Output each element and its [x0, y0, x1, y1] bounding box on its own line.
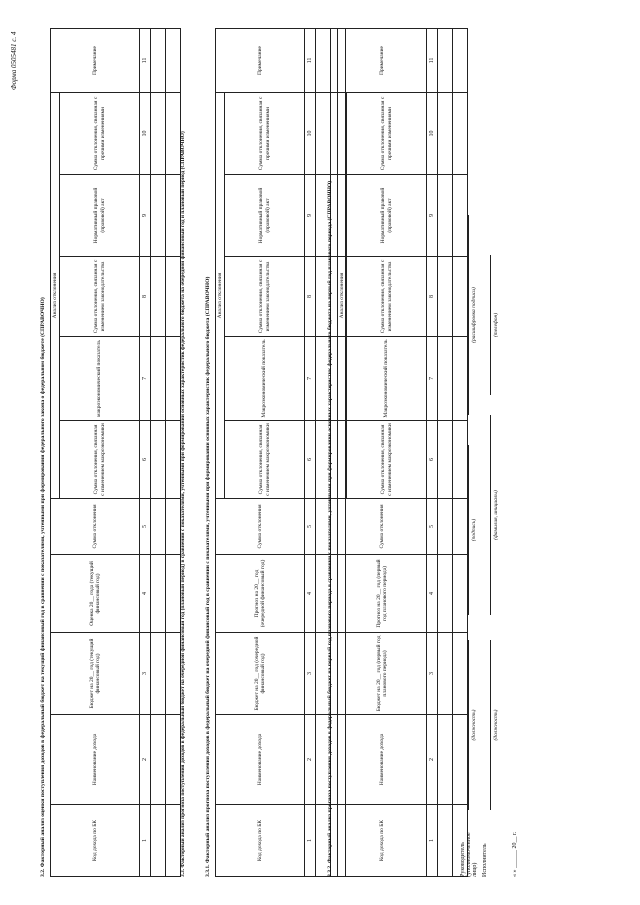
- head-decode-line: [468, 215, 469, 415]
- header-cell: Бюджет на 20__ год (первый год планового периода): [338, 633, 427, 715]
- header-cell: Примечание: [51, 29, 140, 93]
- section-3-3-title-line1: 3.3. Факторный анализ прогноза поступления доходов в федеральный бюджет на очередной финансовый год (плановый период) в сравнении с показателями, учтенными при формировании основных характеристик федерального бюджета на очередной финансовый год и плановый: [180, 188, 186, 877]
- table-3-2: [50, 28, 181, 877]
- col-number: 9: [427, 175, 438, 257]
- col-number: 11: [305, 29, 316, 93]
- col-number: 2: [140, 715, 151, 805]
- section-3-2-title: 3.2. Факторный анализ оценки поступления доходов в федеральный бюджет на текущий финансовый год в сравнении с показателями, учтенными при формировании федерального закона о федеральном бюджете (СПРАВОЧНО): [40, 297, 46, 877]
- header-cell: макроэкономический показатель: [60, 337, 140, 421]
- header-cell: Макроэкономический показатель: [225, 337, 305, 421]
- col-number: 8: [305, 257, 316, 337]
- header-cell: Сумма отклонения, связанная с прочими изменениями: [347, 93, 427, 175]
- head-label: Руководитель (уполномоченное лицо): [460, 832, 478, 877]
- exec-position-line: [490, 640, 491, 810]
- header-cell: Сумма отклонения, связанная с изменением макроэкономики: [347, 421, 427, 499]
- header-cell: Нормативный правовой (правовой) акт: [225, 175, 305, 257]
- col-number: 4: [305, 555, 316, 633]
- col-number: 4: [140, 555, 151, 633]
- group-header: Анализ отклонения: [51, 93, 60, 499]
- header-cell: Сумма отклонения: [51, 499, 140, 555]
- header-cell: Бюджет на 20__ год (очередной финансовый год): [216, 633, 305, 715]
- header-cell: Сумма отклонения, связанная с изменением законодательства: [347, 257, 427, 337]
- exec-name-caption: (фамилия, инициалы): [493, 490, 499, 540]
- header-cell: Прогноз на 20__ год (первый год планового периода): [338, 555, 427, 633]
- header-cell: Код дохода по БК: [51, 805, 140, 877]
- section-3-3-title-line2: период (СПРАВОЧНО): [180, 131, 186, 188]
- group-header: Анализ отклонения: [216, 93, 225, 499]
- header-cell: Сумма отклонения, связанная с изменением законодательства: [225, 257, 305, 337]
- col-number: 8: [140, 257, 151, 337]
- exec-phone-caption: (телефон): [493, 312, 499, 338]
- col-number: 7: [140, 337, 151, 421]
- section-3-3-title: [180, 57, 187, 877]
- col-number: 3: [305, 633, 316, 715]
- col-number: 10: [305, 93, 316, 175]
- table-row: [453, 29, 468, 877]
- col-number: 6: [427, 421, 438, 499]
- header-cell: Сумма отклонения: [338, 499, 427, 555]
- head-position-caption: (должность): [471, 709, 477, 741]
- col-number: 1: [305, 805, 316, 877]
- col-number: 11: [140, 29, 151, 93]
- col-number: 7: [427, 337, 438, 421]
- col-number: 2: [305, 715, 316, 805]
- header-cell: Макроэкономический показатель: [347, 337, 427, 421]
- header-cell: Код дохода по БК: [216, 805, 305, 877]
- col-number: 5: [427, 499, 438, 555]
- col-number: 1: [427, 805, 438, 877]
- exec-phone-line: [490, 255, 491, 395]
- col-number: 10: [140, 93, 151, 175]
- header-cell: Сумма отклонения, связанная с изменением макроэкономики: [225, 421, 305, 499]
- header-cell: Сумма отклонения: [216, 499, 305, 555]
- table-3-3-2: [337, 28, 468, 877]
- header-cell: Наименование дохода: [216, 715, 305, 805]
- col-number: 6: [305, 421, 316, 499]
- header-cell: Примечание: [216, 29, 305, 93]
- executor-label: Исполнитель: [482, 843, 488, 877]
- header-cell: Сумма отклонения, связанная с изменением макроэкономики: [60, 421, 140, 499]
- col-number: 7: [305, 337, 316, 421]
- exec-name-line: [490, 415, 491, 615]
- table-row: [438, 29, 453, 877]
- head-position-line: [468, 640, 469, 810]
- head-signature-line: [468, 445, 469, 615]
- col-number: 4: [427, 555, 438, 633]
- form-number: Форма 0505481 с. 4: [10, 31, 18, 90]
- group-header: Анализ отклонения: [338, 93, 347, 499]
- col-number: 2: [427, 715, 438, 805]
- header-cell: Примечание: [338, 29, 427, 93]
- col-number: 11: [427, 29, 438, 93]
- col-number: 9: [305, 175, 316, 257]
- table-row: [151, 29, 166, 877]
- col-number: 9: [140, 175, 151, 257]
- col-number: 3: [140, 633, 151, 715]
- col-number: 1: [140, 805, 151, 877]
- col-number: 8: [427, 257, 438, 337]
- header-cell: Нормативный правовой (правовой) акт: [347, 175, 427, 257]
- table-row: [166, 29, 181, 877]
- header-cell: Наименование дохода: [338, 715, 427, 805]
- col-number: 3: [427, 633, 438, 715]
- header-cell: Наименование дохода: [51, 715, 140, 805]
- header-cell: Прогноз на 20__ год (очередной финансовый год): [216, 555, 305, 633]
- col-number: 5: [305, 499, 316, 555]
- section-3-3-1-title: 3.3.1. Факторный анализ прогноза поступления доходов в федеральный бюджет на очередной финансовый год в сравнении с показателями, учтенными при формировании основных характеристик федерального бюджета (СПРАВОЧНО): [205, 276, 211, 877]
- date-line: « » ______ 20__ г.: [512, 831, 518, 877]
- head-decode-caption: (расшифровка подписи): [471, 287, 477, 343]
- header-cell: Код дохода по БК: [338, 805, 427, 877]
- section-3-3-2-title: 3.3.2. Факторный анализ прогноза поступления доходов в федеральный бюджет на первый год планового периода в сравнении с показателями, учтенными при формировании основных характеристик федерального бюджета на первый год планового периода (СПРАВОЧНО): [327, 180, 333, 877]
- head-signature-caption: (подпись): [471, 518, 477, 542]
- col-number: 10: [427, 93, 438, 175]
- header-cell: Оценка 20__ года (текущий финансовый год): [51, 555, 140, 633]
- header-cell: Бюджет на 20__ год (текущий финансовый год): [51, 633, 140, 715]
- header-cell: Сумма отклонения, связанная с прочими изменениями: [60, 93, 140, 175]
- header-cell: Нормативный правовой (правовой) акт: [60, 175, 140, 257]
- header-cell: Сумма отклонения, связанная с прочими изменениями: [225, 93, 305, 175]
- col-number: 6: [140, 421, 151, 499]
- col-number: 5: [140, 499, 151, 555]
- header-cell: Сумма отклонения, связанная с изменением законодательства: [60, 257, 140, 337]
- exec-position-caption: (должность): [493, 709, 499, 741]
